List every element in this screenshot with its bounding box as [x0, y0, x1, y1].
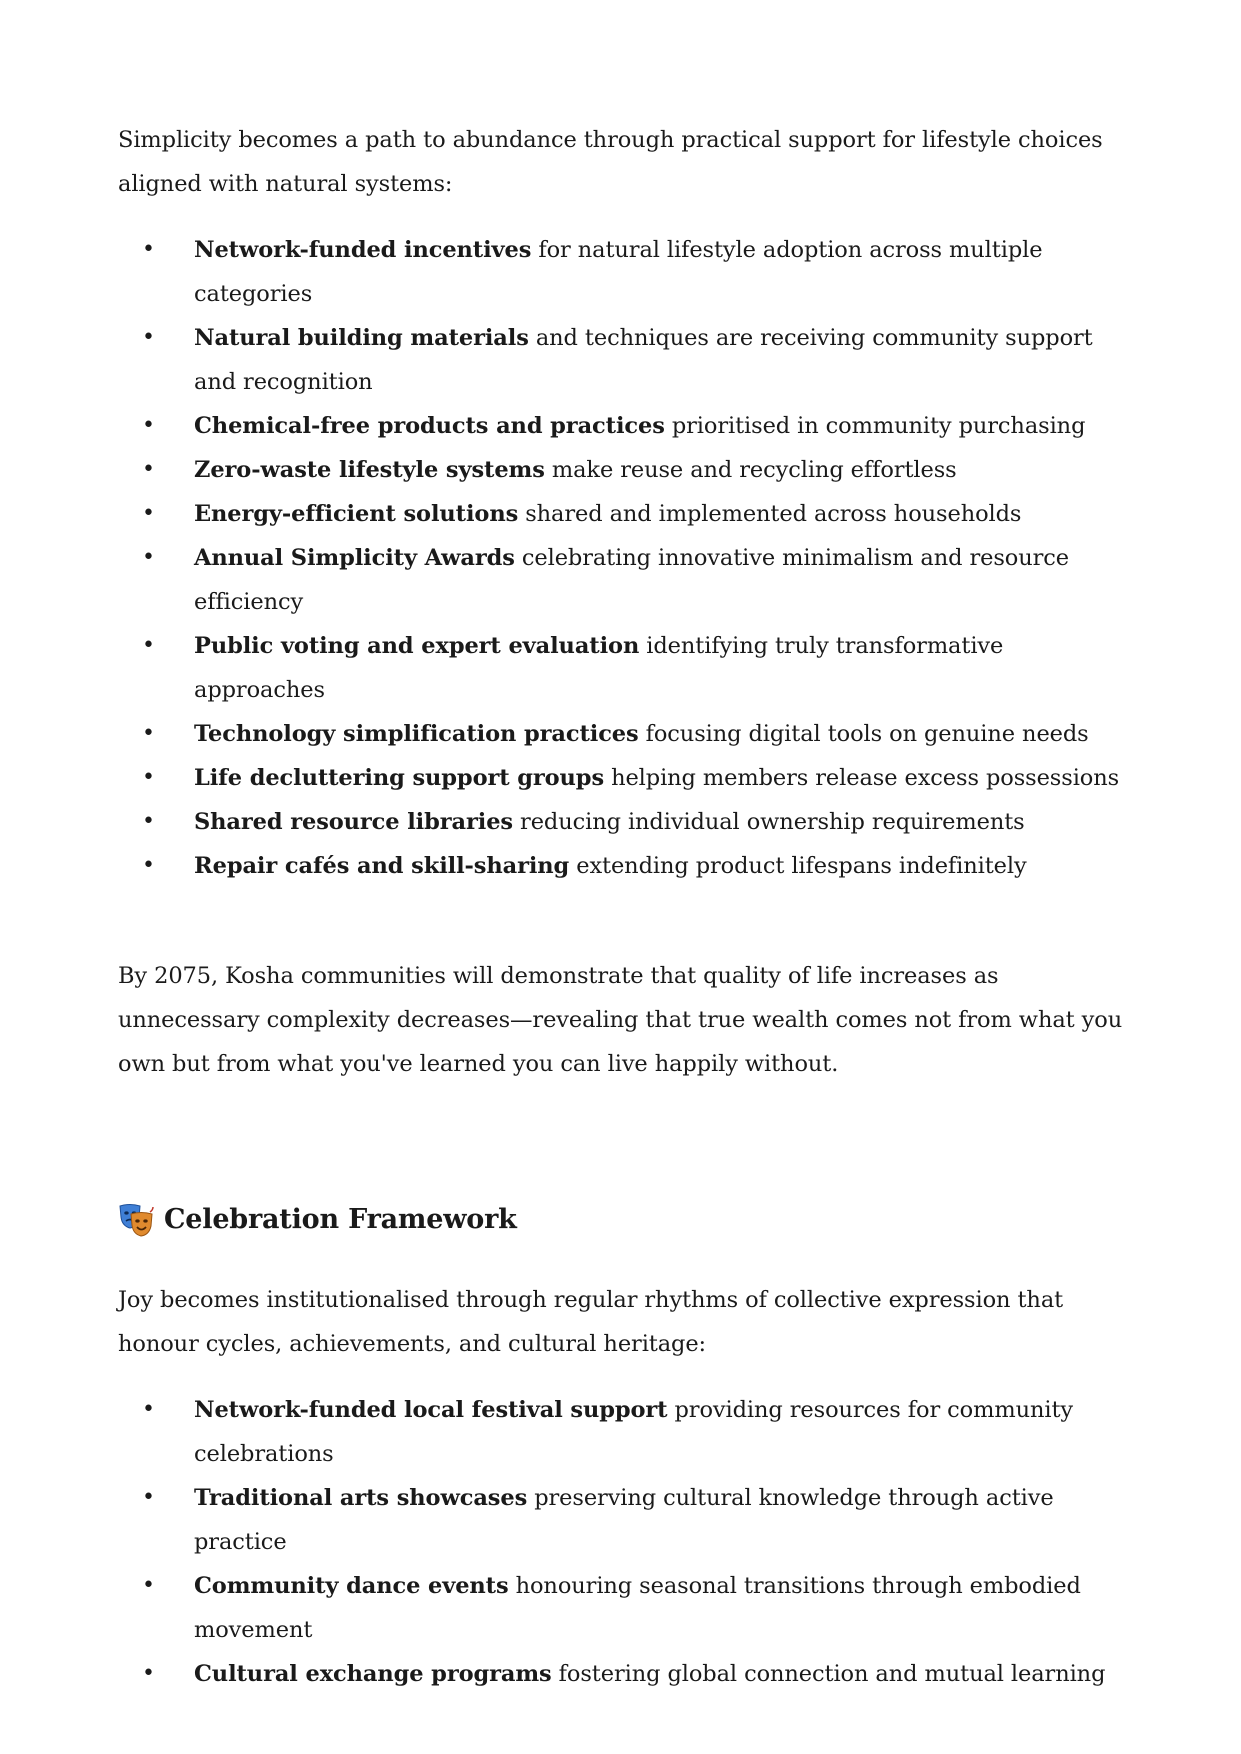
bullet-icon: •	[142, 1397, 155, 1422]
list-item	[118, 1476, 1123, 1564]
bullet-icon: •	[142, 325, 155, 350]
list-item-bold: Public voting and expert evaluation	[194, 633, 640, 659]
list-item-bold: Shared resource libraries	[194, 809, 513, 835]
list-item-text: identifying truly transformative approaches	[194, 633, 1004, 703]
section-heading	[118, 1198, 1123, 1242]
section1-closing-paragraph: By 2075, Kosha communities will demonstrate that quality of life increases as unnecessary complexity decreases—revealing that true wealth comes not from what you own but from what you've learned you can live happily without.	[118, 963, 1123, 1077]
section1-bullet-list	[118, 228, 1123, 888]
list-item-text: fostering global connection and mutual learning	[551, 1661, 1106, 1687]
bullet-icon: •	[142, 413, 155, 438]
list-item-bold: Network-funded incentives	[194, 237, 532, 263]
list-item-bold: Annual Simplicity Awards	[194, 545, 515, 571]
list-item-text: celebrating innovative minimalism and resource efficiency	[194, 545, 1070, 615]
list-item-text: extending product lifespans indefinitely	[569, 853, 1027, 879]
bullet-icon: •	[142, 853, 155, 878]
list-item-bold: Repair cafés and skill-sharing	[194, 853, 570, 879]
section2-bullet-list	[118, 1388, 1123, 1696]
bullet-icon: •	[142, 633, 155, 658]
list-item-bold: Chemical-free products and practices	[194, 413, 665, 439]
list-item	[118, 1652, 1123, 1696]
list-item-bold: Energy-efficient solutions	[194, 501, 519, 527]
list-item-bold: Life decluttering support groups	[194, 765, 605, 791]
list-item-text: prioritised in community purchasing	[664, 413, 1086, 439]
list-item	[118, 844, 1123, 888]
list-item-bold: Traditional arts showcases	[194, 1485, 528, 1511]
list-item-bold: Cultural exchange programs	[194, 1661, 552, 1687]
performing-arts-icon	[118, 1202, 154, 1238]
bullet-icon: •	[142, 809, 155, 834]
list-item-text: preserving cultural knowledge through active practice	[194, 1485, 1054, 1555]
list-item-bold: Network-funded local festival support	[194, 1397, 668, 1423]
list-item-text: focusing digital tools on genuine needs	[638, 721, 1089, 747]
section-heading-text: Celebration Framework	[164, 1204, 517, 1235]
bullet-icon: •	[142, 237, 155, 262]
list-item	[118, 228, 1123, 316]
bullet-icon: •	[142, 721, 155, 746]
list-item-text: shared and implemented across households	[518, 501, 1022, 527]
bullet-icon: •	[142, 1573, 155, 1598]
bullet-icon: •	[142, 457, 155, 482]
bullet-icon: •	[142, 1485, 155, 1510]
list-item	[118, 1564, 1123, 1652]
list-item-text: for natural lifestyle adoption across multiple categories	[194, 237, 1043, 307]
document-page	[118, 118, 1123, 1696]
list-item	[118, 404, 1123, 448]
list-item	[118, 492, 1123, 536]
list-item	[118, 624, 1123, 712]
list-item	[118, 712, 1123, 756]
section2-intro: Joy becomes institutionalised through regular rhythms of collective expression that honour cycles, achievements, and cultural heritage:	[118, 1287, 1064, 1357]
bullet-icon: •	[142, 765, 155, 790]
list-item-text: reducing individual ownership requirements	[512, 809, 1025, 835]
list-item-text: providing resources for community celebrations	[194, 1397, 1074, 1467]
list-item-text: and techniques are receiving community support and recognition	[194, 325, 1093, 395]
list-item	[118, 1388, 1123, 1476]
list-item	[118, 448, 1123, 492]
list-item-text: make reuse and recycling effortless	[544, 457, 957, 483]
list-item-bold: Natural building materials	[194, 325, 529, 351]
list-item-bold: Community dance events	[194, 1573, 509, 1599]
section1-intro: Simplicity becomes a path to abundance through practical support for lifestyle choices aligned with natural systems:	[118, 127, 1103, 197]
list-item-bold: Zero-waste lifestyle systems	[194, 457, 545, 483]
list-item	[118, 316, 1123, 404]
bullet-icon: •	[142, 501, 155, 526]
bullet-icon: •	[142, 545, 155, 570]
list-item-bold: Technology simplification practices	[194, 721, 639, 747]
bullet-icon: •	[142, 1661, 155, 1686]
list-item-text: honouring seasonal transitions through embodied movement	[194, 1573, 1081, 1643]
list-item-text: helping members release excess possessions	[604, 765, 1120, 791]
list-item	[118, 800, 1123, 844]
list-item	[118, 536, 1123, 624]
list-item	[118, 756, 1123, 800]
